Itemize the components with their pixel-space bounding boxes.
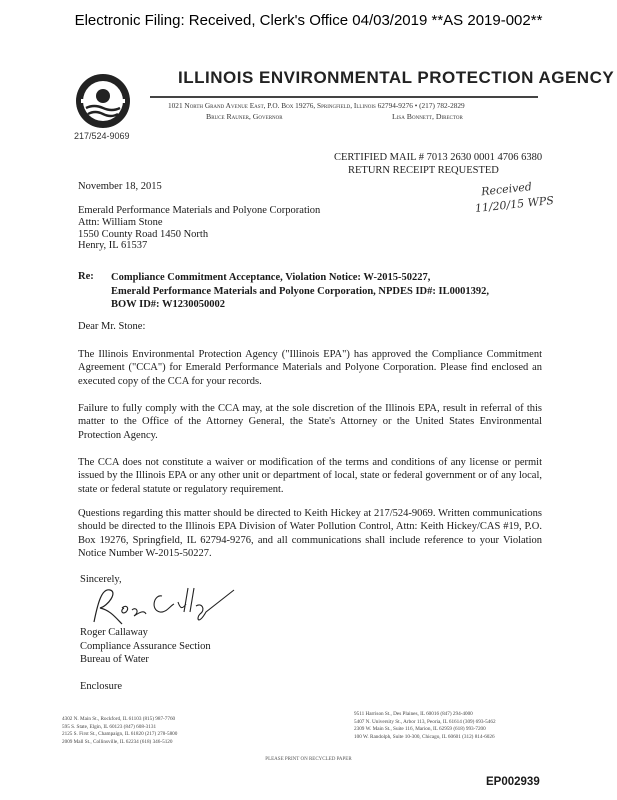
body-paragraph: The Illinois Environmental Protection Agency ("Illinois EPA") has approved the Compliance Commitment Agreement ("CCA") for Emerald Performance Materials and Polyone Corporation. Please find enclosed an executed copy of the CCA for your records. (78, 349, 542, 387)
salutation: Dear Mr. Stone: (78, 321, 146, 332)
footer-offices-left (62, 716, 177, 746)
certified-mail-number: CERTIFIED MAIL # 7013 2630 0001 4706 6380 (334, 152, 543, 163)
return-receipt-requested: RETURN RECEIPT REQUESTED (348, 164, 499, 176)
re-line: BOW ID#: W1230050002 (111, 299, 225, 311)
footer-office: 2125 S. First St., Champaign, IL 61820 (217) 278-5800 (62, 731, 178, 738)
enclosure-note: Enclosure (80, 681, 122, 692)
re-subject (111, 271, 541, 312)
agency-address: 1021 North Grand Avenue East, P.O. Box 19276, Springfield, Illinois 62794-9276 • (217) 782-2829 (168, 101, 465, 110)
footer-offices-right (354, 711, 496, 741)
footer-office: 2009 Mall St., Collinsville, IL 62234 (618) 346-5120 (62, 738, 173, 745)
agency-phone: 217/524-9069 (74, 131, 130, 141)
letterhead-rule (150, 96, 538, 98)
re-line: Emerald Performance Materials and Polyone Corporation, NPDES ID#: IL0001392, (111, 285, 489, 297)
recipient-line: Attn: William Stone (78, 216, 163, 228)
footer-office: 5407 N. University St., Arbor 113, Peoria, IL 61614 (309) 693-5462 (354, 718, 496, 725)
footer-office: 2309 W. Main St., Suite 116, Marion, IL 62959 (618) 993-7200 (354, 726, 486, 733)
handwritten-received-date: 11/20/15 WPS (474, 193, 555, 216)
re-line: Compliance Commitment Acceptance, Violation Notice: W-2015-50227, (111, 272, 431, 283)
recipient-address (78, 205, 320, 252)
handwritten-received: Received (480, 180, 533, 199)
bates-number: EP002939 (486, 776, 540, 788)
recipient-line: Emerald Performance Materials and Polyone Corporation (78, 205, 321, 216)
signer-name: Roger Callaway (80, 627, 148, 638)
illinois-epa-seal-icon (74, 72, 132, 130)
certified-mail-block (334, 152, 542, 177)
director-name: Lisa Bonnett, Director (392, 112, 463, 121)
signer-bureau: Bureau of Water (80, 654, 149, 665)
body-paragraph: The CCA does not constitute a waiver or modification of the terms and conditions of any license or permit issued by the Illinois EPA or any other unit or department of local, state or federal government or of any local, state or federal statute or regulatory requirement. (78, 457, 542, 495)
recipient-line: 1550 County Road 1450 North (78, 228, 209, 240)
handwritten-signature (88, 582, 238, 628)
footer-office: 100 W. Randolph, Suite 10-300, Chicago, IL 60601 (312) 814-6026 (354, 733, 495, 740)
governor-name: Bruce Rauner, Governor (206, 112, 283, 121)
body-paragraph: Questions regarding this matter should be directed to Keith Hickey at 217/524-9069. Written communications should be directed to the Illinois EPA Division of Water Pollution Control, Attn: Keith Hickey/CAS #19, P.O. Box 19276, Springfield, IL 62794-9276, and all communications shall include reference to your Violation Notice Number W-2015-50227. (78, 508, 542, 560)
signer-block (80, 626, 211, 667)
re-label: Re: (78, 271, 94, 282)
footer-office: 4302 N. Main St., Rockford, IL 61103 (815) 987-7760 (62, 716, 176, 722)
body-paragraph: Failure to fully comply with the CCA may, at the sole discretion of the Illinois EPA, result in referral of this matter to the Office of the Attorney General, the State's Attorney or the United States Environmental Protection Agency. (78, 403, 542, 441)
agency-name: ILLINOIS ENVIRONMENTAL PROTECTION AGENCY (178, 68, 615, 87)
recycled-paper-note: PLEASE PRINT ON RECYCLED PAPER (265, 757, 352, 762)
signer-title: Compliance Assurance Section (80, 640, 211, 652)
handwritten-received-note (473, 177, 555, 217)
electronic-filing-banner: Electronic Filing: Received, Clerk's Office 04/03/2019 **AS 2019-002** (74, 12, 543, 29)
recipient-line: Henry, IL 61537 (78, 240, 148, 252)
letter-date: November 18, 2015 (78, 181, 162, 192)
footer-office: 9511 Harrison St., Des Plaines, IL 60016 (847) 294-4000 (354, 711, 473, 717)
closing: Sincerely, (80, 574, 122, 585)
footer-office: 595 S. State, Elgin, IL 60123 (847) 608-3131 (62, 723, 157, 730)
